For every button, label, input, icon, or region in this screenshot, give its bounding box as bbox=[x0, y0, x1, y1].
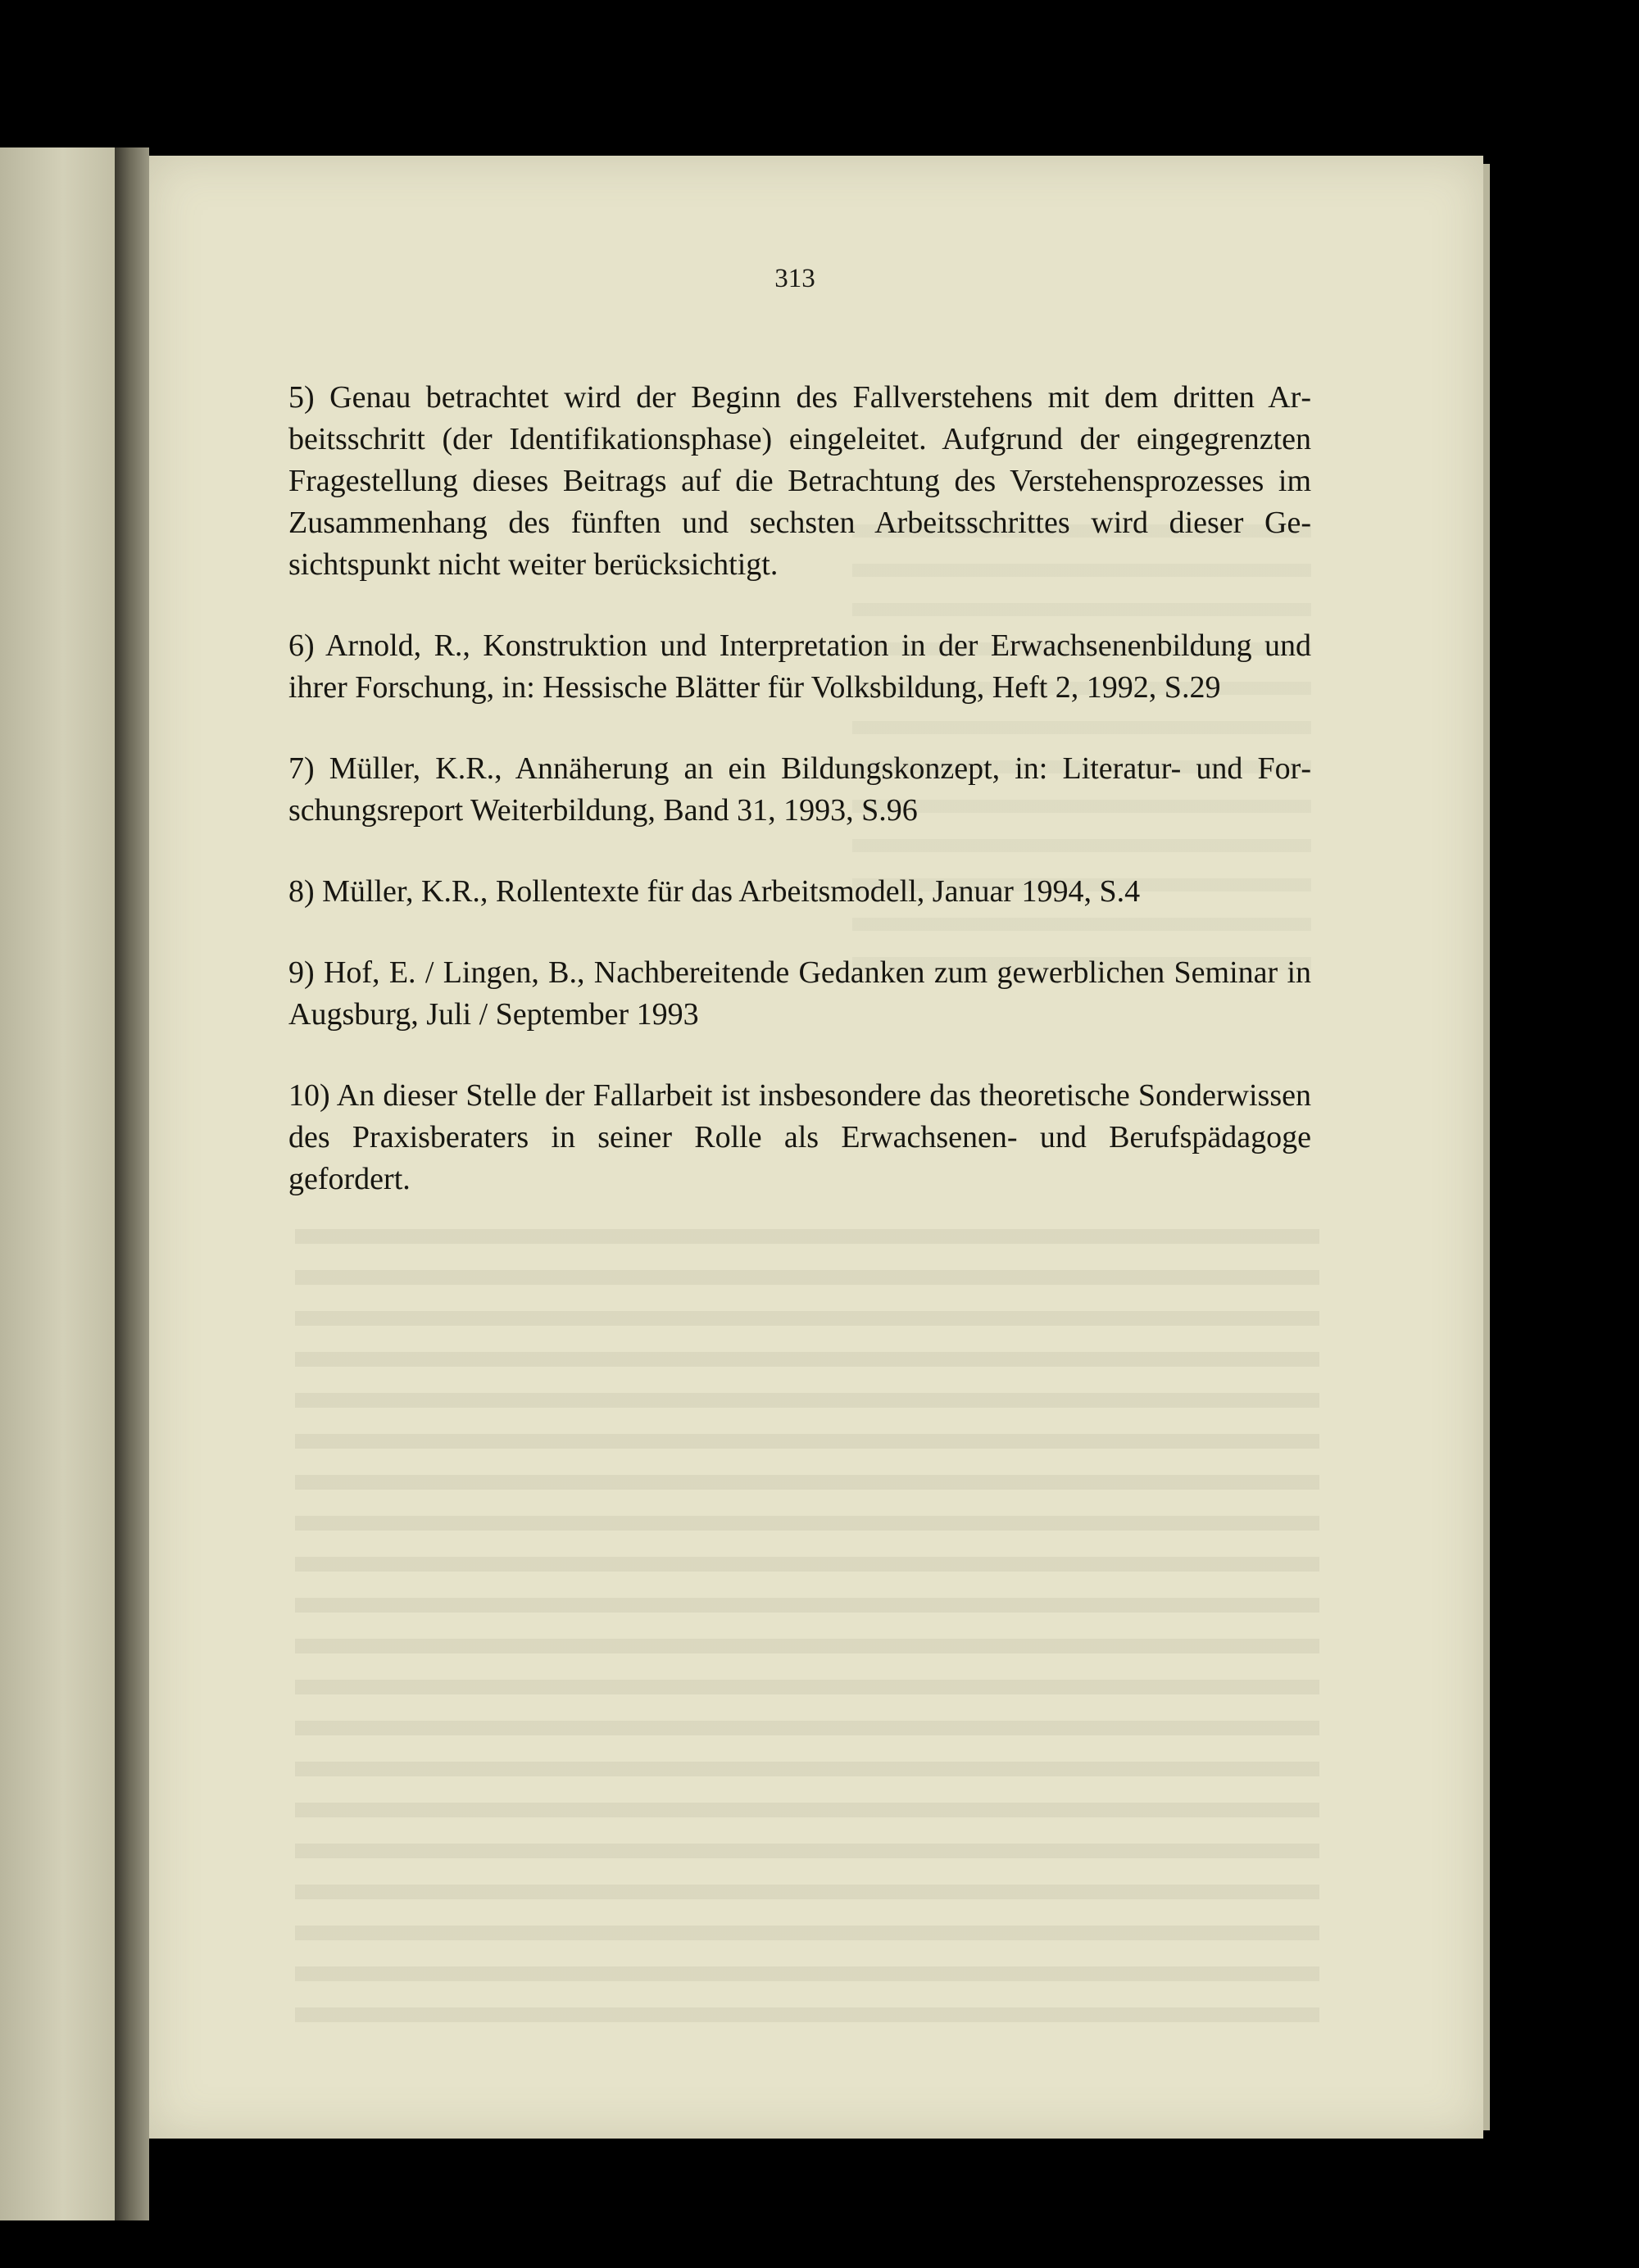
show-through-text bbox=[295, 1229, 1319, 2048]
page-edge bbox=[1483, 164, 1490, 2130]
left-page-edge bbox=[0, 147, 115, 2220]
page-number: 313 bbox=[774, 264, 815, 293]
endnotes bbox=[288, 377, 1311, 1240]
endnote-9: 9) Hof, E. / Lingen, B., Nachbereitende Gedanken zum gewerblichen Seminar in Augsburg, Juli / September 1993 bbox=[288, 955, 1311, 1032]
endnote-10: 10) An dieser Stelle der Fallarbeit ist insbesondere das theoretische Sonderwissen des Praxisberaters in seiner Rolle als Erwachsenen- und Berufspädagoge gefordert. bbox=[288, 1078, 1311, 1196]
endnote-5: 5) Genau betrachtet wird der Beginn des Fallverstehens mit dem dritten Arbeitsschritt (der Identifikationsphase) eingeleitet. Aufgrund der eingegrenzten Fragestellung dieses Beitrags auf die Betrachtung des Verstehensprozesses im Zusammenhang des fünften und sechsten Arbeitsschrittes wird dieser Gesichtspunkt nicht weiter berücksichtigt. bbox=[288, 380, 1311, 582]
endnote-8: 8) Müller, K.R., Rollentexte für das Arbeitsmodell, Januar 1994, S.4 bbox=[288, 874, 1141, 909]
endnote-6: 6) Arnold, R., Konstruktion und Interpretation in der Erwachsenenbildung und ihrer Forschung, in: Hessische Blätter für Volksbildung, Heft 2, 1992, S.29 bbox=[288, 628, 1311, 705]
endnote-7: 7) Müller, K.R., Annäherung an ein Bildungskonzept, in: Literatur- und Forschungsreport Weiterbildung, Band 31, 1993, S.96 bbox=[288, 751, 1311, 828]
book-gutter bbox=[115, 147, 149, 2220]
